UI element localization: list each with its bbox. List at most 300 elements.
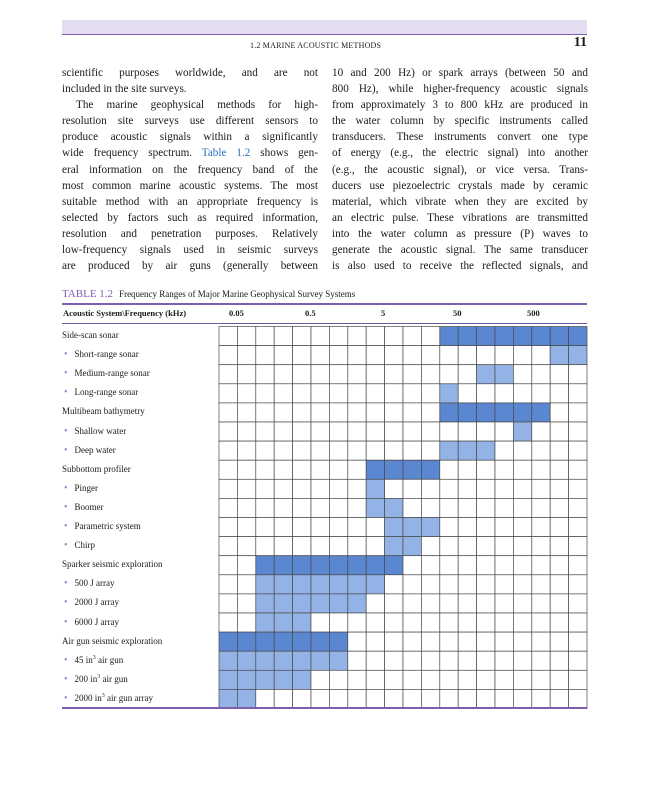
frequency-cell-filled <box>513 403 531 422</box>
freq-label-2: 5 <box>381 308 386 318</box>
frequency-cell-empty <box>569 498 587 517</box>
body-text: scientific purposes worldwide, and are not <box>62 67 318 79</box>
frequency-cell-empty <box>403 594 421 613</box>
frequency-cell-empty <box>403 556 421 575</box>
frequency-cell-filled <box>495 403 513 422</box>
frequency-cell-empty <box>421 365 439 384</box>
bullet-icon: • <box>64 368 68 380</box>
frequency-cell-empty <box>569 441 587 460</box>
freq-label-4: 500 <box>527 308 540 318</box>
frequency-cell-empty <box>458 384 476 403</box>
unit-exponent: 3 <box>97 673 101 680</box>
body-text: included in the site surveys. <box>62 83 187 96</box>
frequency-cell-empty <box>329 384 347 403</box>
frequency-cell-empty <box>348 346 366 365</box>
frequency-cell-empty <box>477 537 495 556</box>
frequency-cell-empty <box>348 670 366 689</box>
frequency-cell-filled <box>256 651 274 670</box>
frequency-cell-empty <box>256 689 274 708</box>
frequency-cell-filled <box>329 594 347 613</box>
frequency-cell-empty <box>421 422 439 441</box>
frequency-cell-empty <box>440 479 458 498</box>
frequency-cell-filled <box>385 460 403 479</box>
frequency-cell-filled <box>311 632 329 651</box>
frequency-cell-empty <box>311 479 329 498</box>
bullet-icon: • <box>64 521 68 532</box>
frequency-cell-empty <box>532 460 550 479</box>
frequency-cell-empty <box>219 479 237 498</box>
frequency-cell-filled <box>477 403 495 422</box>
frequency-cell-empty <box>311 613 329 632</box>
frequency-cell-empty <box>550 537 568 556</box>
bullet-icon: • <box>64 597 68 609</box>
frequency-cell-empty <box>237 575 255 594</box>
frequency-cell-empty <box>256 460 274 479</box>
frequency-cell-empty <box>458 594 476 613</box>
frequency-cell-filled <box>274 575 292 594</box>
frequency-cell-empty <box>421 575 439 594</box>
frequency-cell-empty <box>219 422 237 441</box>
frequency-cell-empty <box>550 498 568 517</box>
frequency-cell-filled <box>366 556 384 575</box>
frequency-cell-empty <box>348 479 366 498</box>
frequency-cell-empty <box>219 594 237 613</box>
frequency-cell-empty <box>329 441 347 460</box>
frequency-cell-filled <box>256 575 274 594</box>
frequency-cell-empty <box>513 613 531 632</box>
frequency-cell-empty <box>495 575 513 594</box>
frequency-cell-empty <box>458 518 476 537</box>
frequency-cell-filled <box>458 441 476 460</box>
body-text: of energy (e.g., the electric signal) into another <box>332 147 588 160</box>
bullet-icon: • <box>64 578 68 590</box>
frequency-cell-filled <box>385 537 403 556</box>
frequency-cell-empty <box>477 575 495 594</box>
frequency-cell-empty <box>385 479 403 498</box>
frequency-cell-empty <box>513 384 531 403</box>
frequency-cell-filled <box>569 327 587 346</box>
frequency-cell-empty <box>403 441 421 460</box>
frequency-cell-empty <box>293 365 311 384</box>
frequency-cell-filled <box>219 651 237 670</box>
frequency-cell-empty <box>385 651 403 670</box>
body-text: an electric pulse. These vibrations are transmitted <box>332 211 588 224</box>
frequency-cell-empty <box>458 537 476 556</box>
frequency-cell-filled <box>311 556 329 575</box>
body-text: ducers use piezoelectric crystals made by ceramic <box>332 179 588 192</box>
frequency-cell-empty <box>440 575 458 594</box>
frequency-cell-empty <box>532 556 550 575</box>
frequency-cell-filled <box>311 594 329 613</box>
frequency-cell-empty <box>293 537 311 556</box>
frequency-cell-empty <box>477 632 495 651</box>
row-label-text: Long-range sonar <box>74 387 139 398</box>
frequency-cell-empty <box>532 384 550 403</box>
frequency-cell-empty <box>477 479 495 498</box>
body-text: selected by factors such as required information, <box>62 211 318 224</box>
frequency-cell-empty <box>366 632 384 651</box>
frequency-cell-empty <box>219 575 237 594</box>
frequency-cell-empty <box>403 422 421 441</box>
frequency-cell-empty <box>440 689 458 708</box>
frequency-cell-empty <box>329 365 347 384</box>
frequency-cell-empty <box>513 575 531 594</box>
frequency-cell-empty <box>237 518 255 537</box>
frequency-cell-filled <box>274 613 292 632</box>
frequency-cell-filled <box>440 441 458 460</box>
frequency-cell-empty <box>440 460 458 479</box>
frequency-cell-empty <box>237 556 255 575</box>
frequency-cell-filled <box>458 327 476 346</box>
frequency-cell-empty <box>440 518 458 537</box>
frequency-cell-empty <box>569 384 587 403</box>
body-text: the water column by specific instruments called <box>332 115 588 128</box>
table-bottom-rule <box>62 707 587 709</box>
frequency-cell-empty <box>569 651 587 670</box>
body-text: wide frequency spectrum. <box>62 147 193 160</box>
frequency-cell-filled <box>403 537 421 556</box>
frequency-cell-empty <box>311 346 329 365</box>
frequency-cell-empty <box>329 422 347 441</box>
frequency-cell-empty <box>385 632 403 651</box>
frequency-cell-empty <box>495 479 513 498</box>
frequency-cell-empty <box>550 422 568 441</box>
frequency-cell-empty <box>219 556 237 575</box>
frequency-cell-empty <box>311 518 329 537</box>
body-text: (e.g., the acoustic signal), or vice versa. Trans- <box>332 163 588 176</box>
frequency-cell-empty <box>440 422 458 441</box>
frequency-cell-filled <box>274 556 292 575</box>
frequency-cell-empty <box>256 365 274 384</box>
frequency-cell-empty <box>532 441 550 460</box>
frequency-cell-filled <box>495 365 513 384</box>
frequency-cell-empty <box>348 365 366 384</box>
row-label-text: Short-range sonar <box>74 349 139 360</box>
row-label-text: Shallow water <box>74 425 127 436</box>
frequency-cell-empty <box>458 422 476 441</box>
frequency-cell-empty <box>293 441 311 460</box>
frequency-cell-filled <box>329 632 347 651</box>
frequency-cell-empty <box>329 518 347 537</box>
frequency-cell-filled <box>237 670 255 689</box>
frequency-cell-empty <box>311 689 329 708</box>
frequency-cell-empty <box>274 518 292 537</box>
table-title: Frequency Ranges of Major Marine Geophysical Survey Systems <box>119 289 356 299</box>
frequency-cell-empty <box>237 441 255 460</box>
frequency-cell-empty <box>311 460 329 479</box>
frequency-cell-empty <box>256 518 274 537</box>
row-label-text: 500 J array <box>74 578 115 589</box>
frequency-cell-empty <box>532 632 550 651</box>
frequency-cell-filled <box>256 670 274 689</box>
frequency-cell-empty <box>311 498 329 517</box>
frequency-cell-empty <box>403 670 421 689</box>
frequency-cell-empty <box>366 613 384 632</box>
frequency-cell-empty <box>348 460 366 479</box>
bullet-icon: • <box>64 673 68 685</box>
row-label-text: Parametric system <box>74 521 141 531</box>
frequency-cell-empty <box>385 365 403 384</box>
frequency-cell-empty <box>329 537 347 556</box>
frequency-cell-filled <box>293 556 311 575</box>
frequency-cell-filled <box>293 575 311 594</box>
frequency-cell-filled <box>311 651 329 670</box>
body-text: generate the acoustic signal. The same transducer <box>332 244 588 257</box>
frequency-cell-empty <box>366 689 384 708</box>
frequency-cell-empty <box>458 556 476 575</box>
frequency-cell-empty <box>385 441 403 460</box>
frequency-cell-empty <box>458 460 476 479</box>
frequency-cell-empty <box>477 670 495 689</box>
frequency-cell-filled <box>477 441 495 460</box>
frequency-cell-empty <box>532 479 550 498</box>
frequency-cell-empty <box>421 346 439 365</box>
frequency-cell-empty <box>513 441 531 460</box>
frequency-cell-filled <box>513 327 531 346</box>
body-text: resolution site surveys use different sensors to <box>62 115 318 128</box>
frequency-cell-empty <box>366 403 384 422</box>
bullet-icon: • <box>64 349 68 361</box>
frequency-cell-empty <box>513 632 531 651</box>
frequency-cell-empty <box>274 441 292 460</box>
frequency-cell-empty <box>293 327 311 346</box>
frequency-cell-filled <box>385 498 403 517</box>
frequency-cell-empty <box>532 613 550 632</box>
frequency-cell-empty <box>274 498 292 517</box>
frequency-cell-empty <box>237 537 255 556</box>
frequency-cell-filled <box>532 327 550 346</box>
frequency-cell-empty <box>293 479 311 498</box>
table-reference-link[interactable]: Table 1.2 <box>201 147 251 160</box>
frequency-cell-empty <box>219 498 237 517</box>
frequency-cell-empty <box>256 537 274 556</box>
bullet-icon: • <box>64 692 68 704</box>
unit-exponent: 3 <box>92 654 96 661</box>
table-column-header: Acoustic System\Frequency (kHz) <box>63 308 187 318</box>
frequency-cell-empty <box>293 384 311 403</box>
freq-label-0: 0.05 <box>229 308 244 318</box>
frequency-cell-empty <box>513 670 531 689</box>
frequency-cell-empty <box>237 384 255 403</box>
frequency-cell-empty <box>569 594 587 613</box>
frequency-cell-empty <box>348 651 366 670</box>
frequency-cell-empty <box>550 460 568 479</box>
frequency-cell-filled <box>421 518 439 537</box>
frequency-cell-empty <box>348 689 366 708</box>
frequency-cell-empty <box>256 327 274 346</box>
frequency-cell-empty <box>403 346 421 365</box>
frequency-cell-empty <box>532 670 550 689</box>
frequency-cell-empty <box>274 403 292 422</box>
frequency-cell-filled <box>293 632 311 651</box>
frequency-cell-empty <box>440 365 458 384</box>
frequency-cell-filled <box>256 632 274 651</box>
frequency-cell-empty <box>550 384 568 403</box>
frequency-cell-filled <box>329 651 347 670</box>
frequency-cell-empty <box>237 479 255 498</box>
row-label-text: Deep water <box>74 444 116 455</box>
frequency-cell-empty <box>256 479 274 498</box>
frequency-cell-empty <box>403 575 421 594</box>
body-text: material, which vibrate when they are excited by <box>332 195 588 208</box>
frequency-cell-filled <box>458 403 476 422</box>
frequency-cell-empty <box>477 422 495 441</box>
frequency-cell-empty <box>366 670 384 689</box>
frequency-cell-empty <box>311 403 329 422</box>
frequency-cell-empty <box>569 632 587 651</box>
row-label-text: Multibeam bathymetry <box>62 406 145 417</box>
frequency-cell-empty <box>274 479 292 498</box>
frequency-cell-empty <box>550 556 568 575</box>
frequency-cell-empty <box>329 689 347 708</box>
frequency-cell-empty <box>550 518 568 537</box>
frequency-cell-filled <box>550 346 568 365</box>
frequency-cell-empty <box>458 613 476 632</box>
frequency-cell-empty <box>293 518 311 537</box>
frequency-cell-empty <box>366 441 384 460</box>
frequency-cell-filled <box>237 651 255 670</box>
frequency-cell-empty <box>532 498 550 517</box>
row-label-text: Chirp <box>74 540 96 551</box>
frequency-cell-empty <box>311 441 329 460</box>
frequency-cell-empty <box>495 441 513 460</box>
frequency-cell-empty <box>237 365 255 384</box>
frequency-cell-empty <box>348 632 366 651</box>
frequency-cell-empty <box>256 498 274 517</box>
frequency-cell-empty <box>329 460 347 479</box>
bullet-icon: • <box>64 616 68 628</box>
frequency-cell-empty <box>495 594 513 613</box>
frequency-cell-filled <box>440 403 458 422</box>
unit-exponent: 3 <box>101 692 105 699</box>
frequency-cell-empty <box>569 365 587 384</box>
frequency-cell-empty <box>366 518 384 537</box>
frequency-cell-empty <box>293 403 311 422</box>
body-text: 10 and 200 Hz) or spark arrays (between 50 and <box>332 67 588 79</box>
frequency-cell-empty <box>219 403 237 422</box>
frequency-cell-empty <box>329 498 347 517</box>
frequency-cell-empty <box>237 460 255 479</box>
frequency-cell-filled <box>403 460 421 479</box>
frequency-cell-empty <box>421 689 439 708</box>
frequency-cell-empty <box>513 594 531 613</box>
frequency-cell-empty <box>366 346 384 365</box>
bullet-icon: • <box>64 482 68 494</box>
row-label-text: Air gun seismic exploration <box>62 635 163 646</box>
frequency-cell-empty <box>237 498 255 517</box>
frequency-cell-empty <box>274 460 292 479</box>
frequency-cell-filled <box>440 327 458 346</box>
frequency-cell-empty <box>440 670 458 689</box>
frequency-cell-filled <box>256 556 274 575</box>
frequency-cell-empty <box>385 689 403 708</box>
frequency-cell-filled <box>219 670 237 689</box>
frequency-cell-filled <box>219 689 237 708</box>
body-text: The marine geophysical methods for high- <box>76 99 318 112</box>
frequency-cell-empty <box>421 613 439 632</box>
frequency-cell-empty <box>403 403 421 422</box>
frequency-cell-empty <box>477 346 495 365</box>
frequency-cell-empty <box>513 537 531 556</box>
frequency-cell-empty <box>550 594 568 613</box>
frequency-cell-empty <box>348 441 366 460</box>
frequency-cell-empty <box>532 575 550 594</box>
frequency-cell-empty <box>569 460 587 479</box>
frequency-cell-empty <box>348 403 366 422</box>
row-label-text: Subbottom profiler <box>62 463 131 474</box>
frequency-cell-filled <box>513 422 531 441</box>
frequency-cell-empty <box>366 537 384 556</box>
frequency-cell-empty <box>421 556 439 575</box>
frequency-cell-empty <box>237 594 255 613</box>
frequency-cell-empty <box>569 403 587 422</box>
frequency-cell-empty <box>403 632 421 651</box>
frequency-cell-empty <box>385 346 403 365</box>
frequency-cell-empty <box>495 613 513 632</box>
frequency-cell-empty <box>495 670 513 689</box>
frequency-cell-empty <box>237 613 255 632</box>
frequency-cell-empty <box>219 518 237 537</box>
frequency-cell-empty <box>440 498 458 517</box>
frequency-cell-empty <box>513 689 531 708</box>
frequency-cell-empty <box>550 651 568 670</box>
frequency-cell-empty <box>477 556 495 575</box>
frequency-cell-filled <box>385 556 403 575</box>
frequency-cell-empty <box>513 346 531 365</box>
frequency-cell-filled <box>237 689 255 708</box>
frequency-cell-empty <box>477 460 495 479</box>
bullet-icon: • <box>64 387 68 399</box>
frequency-cell-empty <box>329 670 347 689</box>
frequency-cell-empty <box>421 384 439 403</box>
bullet-icon: • <box>64 444 68 456</box>
frequency-cell-empty <box>458 365 476 384</box>
frequency-cell-empty <box>458 479 476 498</box>
frequency-cell-empty <box>237 422 255 441</box>
row-label-text: Side-scan sonar <box>62 330 119 340</box>
frequency-cell-empty <box>329 479 347 498</box>
frequency-cell-empty <box>495 537 513 556</box>
frequency-cell-empty <box>477 689 495 708</box>
frequency-cell-empty <box>550 689 568 708</box>
frequency-cell-empty <box>274 689 292 708</box>
frequency-cell-empty <box>329 327 347 346</box>
frequency-cell-filled <box>366 575 384 594</box>
frequency-cell-empty <box>237 327 255 346</box>
freq-label-3: 50 <box>453 308 462 318</box>
body-text: produce acoustic signals within a significantly <box>62 131 318 144</box>
frequency-cell-empty <box>237 346 255 365</box>
frequency-cell-empty <box>256 403 274 422</box>
row-label-text: 2000 in <box>74 692 102 703</box>
frequency-cell-empty <box>477 518 495 537</box>
frequency-cell-empty <box>256 346 274 365</box>
frequency-cell-empty <box>293 498 311 517</box>
frequency-cell-empty <box>311 670 329 689</box>
frequency-cell-empty <box>440 346 458 365</box>
frequency-cell-empty <box>477 613 495 632</box>
frequency-cell-filled <box>348 575 366 594</box>
frequency-cell-empty <box>532 689 550 708</box>
frequency-cell-filled <box>569 346 587 365</box>
body-text: is also used to receive the reflected signals, and <box>332 260 588 273</box>
frequency-cell-empty <box>477 594 495 613</box>
frequency-cell-empty <box>219 441 237 460</box>
frequency-cell-filled <box>348 556 366 575</box>
frequency-cell-empty <box>550 632 568 651</box>
frequency-cell-empty <box>569 518 587 537</box>
frequency-cell-empty <box>440 594 458 613</box>
